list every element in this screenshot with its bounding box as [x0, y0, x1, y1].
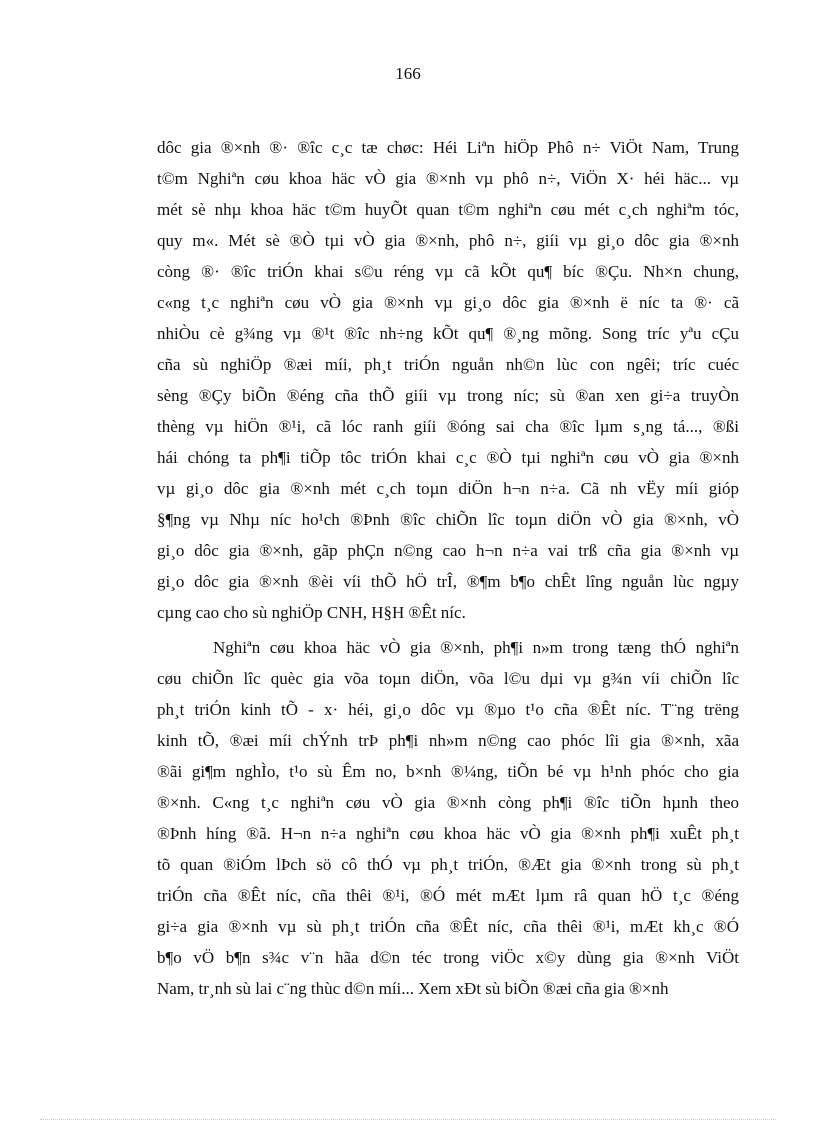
text-line: t©m Nghiªn cøu khoa häc vÒ gia ®×nh vµ phô n÷, ViÖn X· héi häc... vµ [157, 169, 739, 188]
text-line: triÓn cña ®Êt níc, cña thêi ®¹i, ®Ó mét mÆt lµm râ quan hÖ t¸c ®éng [157, 886, 739, 905]
text-line: dôc gia ®×nh ®· ®îc c¸c tæ chøc: Héi Liªn hiÖp Phô n÷ ViÖt Nam, Trung [157, 138, 739, 157]
text-line: Nghiªn cøu khoa häc vÒ gia ®×nh, ph¶i n»m trong tæng thÓ nghiªn [213, 638, 739, 657]
text-line: b¶o vÖ b¶n s¾c v¨n hãa d©n téc trong viÖc x©y dùng gia ®×nh ViÖt [157, 948, 739, 967]
text-line: §¶ng vµ Nhµ níc ho¹ch ®Þnh ®îc chiÕn lîc toµn diÖn vÒ gia ®×nh, vÒ [157, 510, 739, 529]
page-bottom-divider [40, 1119, 776, 1120]
text-line: gi¸o dôc gia ®×nh ®èi víi thÕ hÖ trÎ, ®¶m b¶o chÊt lîng nguån lùc ngµy [157, 572, 739, 591]
text-line: còng ®· ®îc triÓn khai s©u réng vµ cã kÕt qu¶ bíc ®Çu. Nh×n chung, [157, 262, 739, 281]
page-number: 166 [395, 64, 421, 83]
text-line: mét sè nhµ khoa häc t©m huyÕt quan t©m nghiªn cøu mét c¸ch nghiªm tóc, [157, 200, 739, 219]
text-line: ®Þnh híng ®ã. H¬n n÷a nghiªn cøu khoa häc vÒ gia ®×nh ph¶i xuÊt ph¸t [157, 824, 739, 843]
text-line: gi¸o dôc gia ®×nh, gãp phÇn n©ng cao h¬n n÷a vai trß cña gia ®×nh vµ [157, 541, 739, 560]
text-line: quy m«. Mét sè ®Ò tµi vÒ gia ®×nh, phô n÷, giíi vµ gi¸o dôc gia ®×nh [157, 231, 739, 250]
text-line: Nam, tr¸nh sù lai c¨ng thùc d©n míi... Xem xÐt sù biÕn ®æi cña gia ®×nh [157, 979, 669, 998]
text-line: c«ng t¸c nghiªn cøu vÒ gia ®×nh vµ gi¸o dôc gia ®×nh ë níc ta ®· cã [157, 293, 739, 312]
text-line: nhiÒu cè g¾ng vµ ®¹t ®îc nh÷ng kÕt qu¶ ®¸ng mõng. Song tríc yªu cÇu [157, 324, 739, 343]
text-line: cña sù nghiÖp ®æi míi, ph¸t triÓn nguån nh©n lùc con ngêi; tríc cuéc [157, 355, 739, 374]
text-line: tõ quan ®iÓm lÞch sö cô thÓ vµ ph¸t triÓn, ®Æt gia ®×nh trong sù ph¸t [157, 855, 739, 874]
text-line: sèng ®Çy biÕn ®éng cña thÕ giíi vµ trong níc; sù ®an xen gi÷a truyÒn [157, 386, 739, 405]
paragraph-2 [157, 632, 739, 1004]
text-line: ®ãi gi¶m nghÌo, t¹o sù Êm no, b×nh ®¼ng, tiÕn bé vµ h¹nh phóc cho gia [157, 762, 739, 781]
paragraph-1 [157, 132, 739, 628]
text-line: ph¸t triÓn kinh tÕ - x· héi, gi¸o dôc vµ ®µo t¹o cña ®Êt níc. T¨ng trëng [157, 700, 739, 719]
text-line: ®×nh. C«ng t¸c nghiªn cøu vÒ gia ®×nh còng ph¶i ®îc tiÕn hµnh theo [157, 793, 739, 812]
text-line: thèng vµ hiÖn ®¹i, cã lóc ranh giíi ®óng sai cha ®îc lµm s¸ng tá..., ®ßi [157, 417, 739, 436]
text-line: kinh tÕ, ®æi míi chÝnh trÞ ph¶i nh»m n©ng cao phóc lîi gia ®×nh, xãa [157, 731, 739, 750]
text-line: cøu chiÕn lîc quèc gia võa toµn diÖn, võa l©u dµi vµ g¾n víi chiÕn lîc [157, 669, 739, 688]
text-line: hái chóng ta ph¶i tiÕp tôc triÓn khai c¸c ®Ò tµi nghiªn cøu vÒ gia ®×nh [157, 448, 739, 467]
body-text [157, 132, 739, 1004]
text-line: cµng cao cho sù nghiÖp CNH, H§H ®Êt níc. [157, 603, 466, 622]
text-line: vµ gi¸o dôc gia ®×nh mét c¸ch toµn diÖn h¬n n÷a. Cã nh vËy míi gióp [157, 479, 739, 498]
text-line: gi÷a gia ®×nh vµ sù ph¸t triÓn cña ®Êt níc, cña thêi ®¹i, mÆt kh¸c ®Ó [157, 917, 739, 936]
